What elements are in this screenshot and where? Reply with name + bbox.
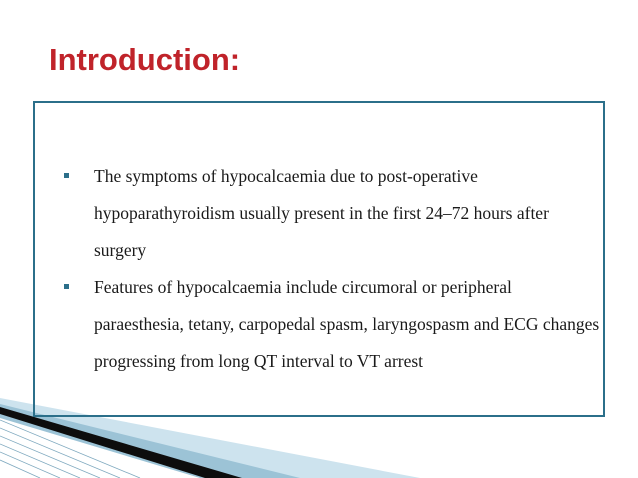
- swoosh-lines: [0, 420, 140, 478]
- bullet-item: [64, 158, 604, 269]
- square-bullet-icon: [64, 284, 69, 289]
- bullet-text: Features of hypocalcaemia include circumoral or peripheral paraesthesia, tetany, carpopedal spasm, laryngospasm and ECG changes progressing from long QT interval to VT arrest: [94, 277, 600, 371]
- square-bullet-icon: [64, 173, 69, 178]
- swoosh-dark-band: [0, 407, 242, 478]
- bullet-item: [64, 269, 604, 380]
- slide-title: Introduction:: [49, 42, 241, 77]
- bullet-text: The symptoms of hypocalcaemia due to post-operative hypoparathyroidism usually present in the first 24–72 hours after surgery: [94, 166, 549, 260]
- bullet-list: [64, 158, 604, 380]
- content-box: [33, 101, 605, 417]
